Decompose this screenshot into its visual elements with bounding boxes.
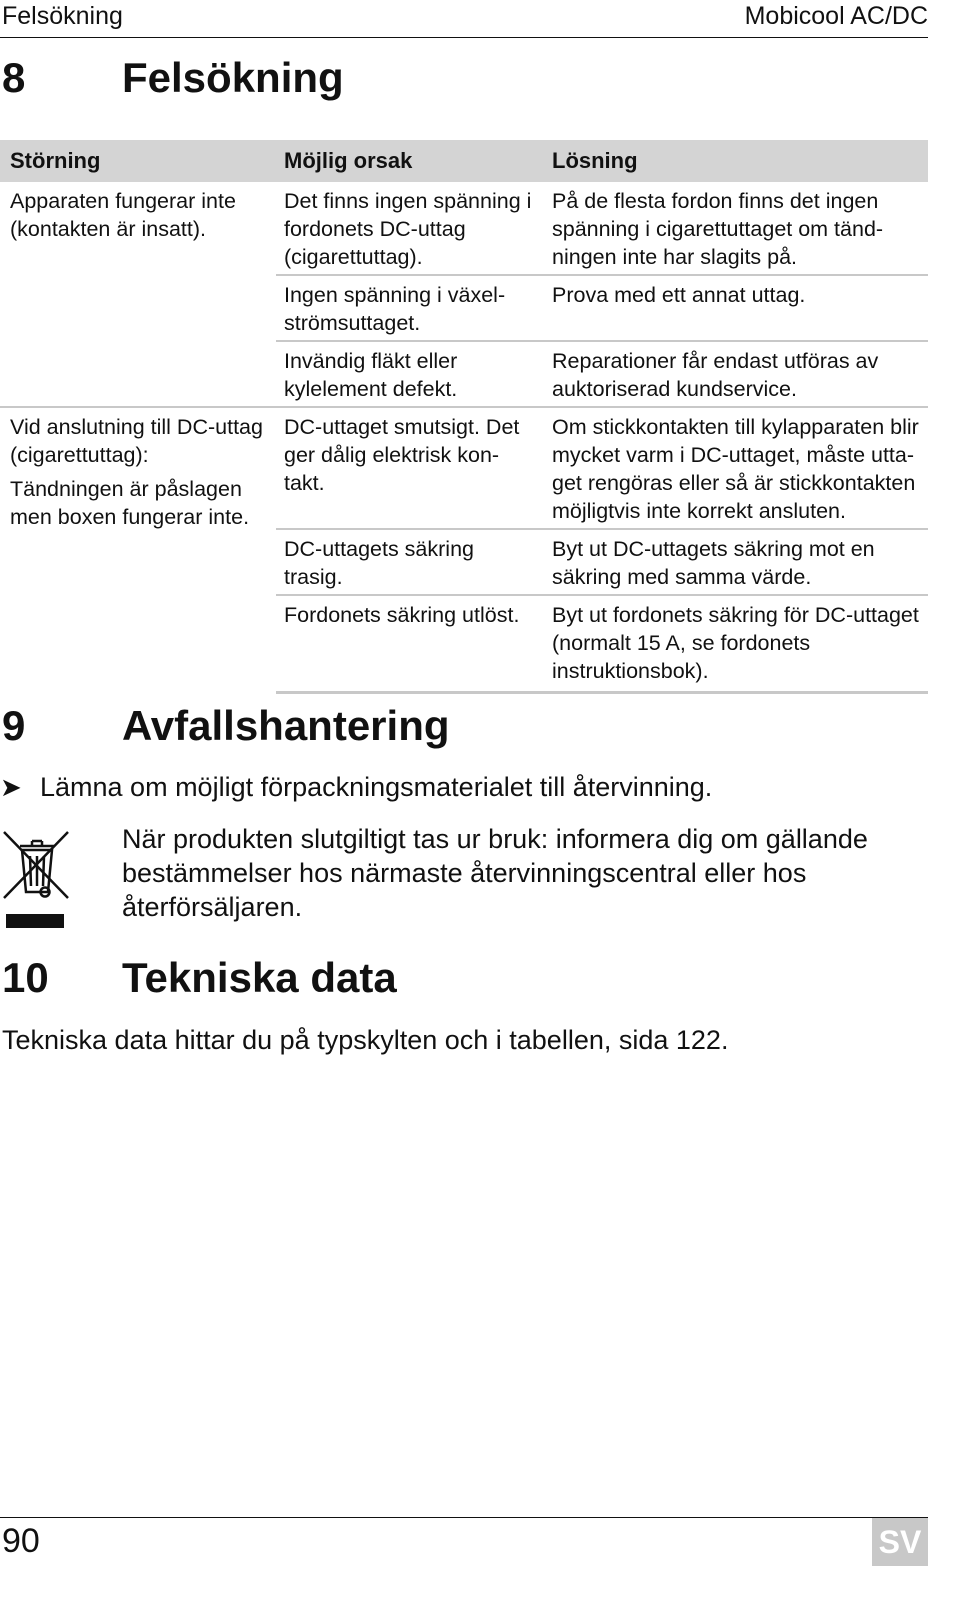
solution-cell: Byt ut DC-uttagets säkring mot en säkring med samma värde. <box>542 529 928 595</box>
arrow-bullet-icon: ➤ <box>0 772 22 802</box>
fault-text: Vid anslutning till DC-uttag (cigarettuttag): <box>10 415 263 467</box>
fault-text: Tändningen är påslagen men boxen fungerar inte. <box>10 477 250 529</box>
language-badge: SV <box>872 1518 928 1566</box>
cause-cell: DC-uttagets säkring trasig. <box>276 529 542 595</box>
table-header-row <box>0 140 928 182</box>
cause-cell: Fordonets säkring utlöst. <box>276 595 542 693</box>
section-number: 10 <box>2 954 49 1001</box>
troubleshooting-table <box>0 140 928 694</box>
fault-text: Apparaten fungerar inte (kontakten är insatt). <box>10 189 236 241</box>
cause-cell: Det finns ingen spänning i fordonets DC-uttag (cigarettuttag). <box>284 189 532 269</box>
solution-cell: Reparationer får endast utföras av auktoriserad kundservice. <box>542 341 928 407</box>
fault-cell <box>0 182 276 407</box>
table-row <box>0 182 928 275</box>
section-number: 9 <box>2 702 26 749</box>
cause-cell: DC-uttaget smutsigt. Det ger dålig elektrisk kon-takt. <box>276 407 542 529</box>
solution-cell: På de flesta fordon finns det ingen spänning i cigarettuttaget om tänd-ningen inte har slagits på. <box>552 189 884 269</box>
crossed-out-wheelie-bin-icon <box>0 826 74 934</box>
solution-cell: Om stickkontakten till kylapparaten blir mycket varm i DC-uttaget, måste utta-get rengöras eller så är stickkontakten möjligtvis inte korrekt ansluten. <box>542 407 928 529</box>
header-chapter: Felsökning <box>2 2 123 30</box>
solution-cell: Byt ut fordonets säkring för DC-uttaget (normalt 15 A, se fordonets instruktionsbok). <box>542 595 928 693</box>
solution-cell: Prova med ett annat uttag. <box>542 275 928 341</box>
disposal-text: När produkten slutgiltigt tas ur bruk: informera dig om gällande bestämmelser hos närmaste återvinningscentral eller hos återförsäljaren. <box>122 824 868 922</box>
section-title: Felsökning <box>122 54 344 101</box>
cause-cell: Invändig fläkt eller kylelement defekt. <box>276 341 542 407</box>
technical-data-text: Tekniska data hittar du på typskylten och i tabellen, sida 122. <box>2 1025 729 1055</box>
column-header-fault: Störning <box>0 140 276 182</box>
page-number: 90 <box>2 1522 40 1560</box>
bullet-text: Lämna om möjligt förpackningsmaterialet till återvinning. <box>40 772 713 802</box>
section-title: Tekniska data <box>122 954 397 1001</box>
footer-divider <box>0 1517 928 1518</box>
section-number: 8 <box>2 54 26 101</box>
section-title: Avfallshantering <box>122 702 450 749</box>
header-product: Mobicool AC/DC <box>744 2 928 30</box>
running-header <box>0 0 928 38</box>
column-header-cause: Möjlig orsak <box>276 140 542 182</box>
cause-cell: Ingen spänning i växel-strömsuttaget. <box>276 275 542 341</box>
column-header-solution: Lösning <box>542 140 928 182</box>
table-row <box>0 407 928 529</box>
bullet-item <box>0 770 712 804</box>
fault-cell <box>0 407 276 693</box>
